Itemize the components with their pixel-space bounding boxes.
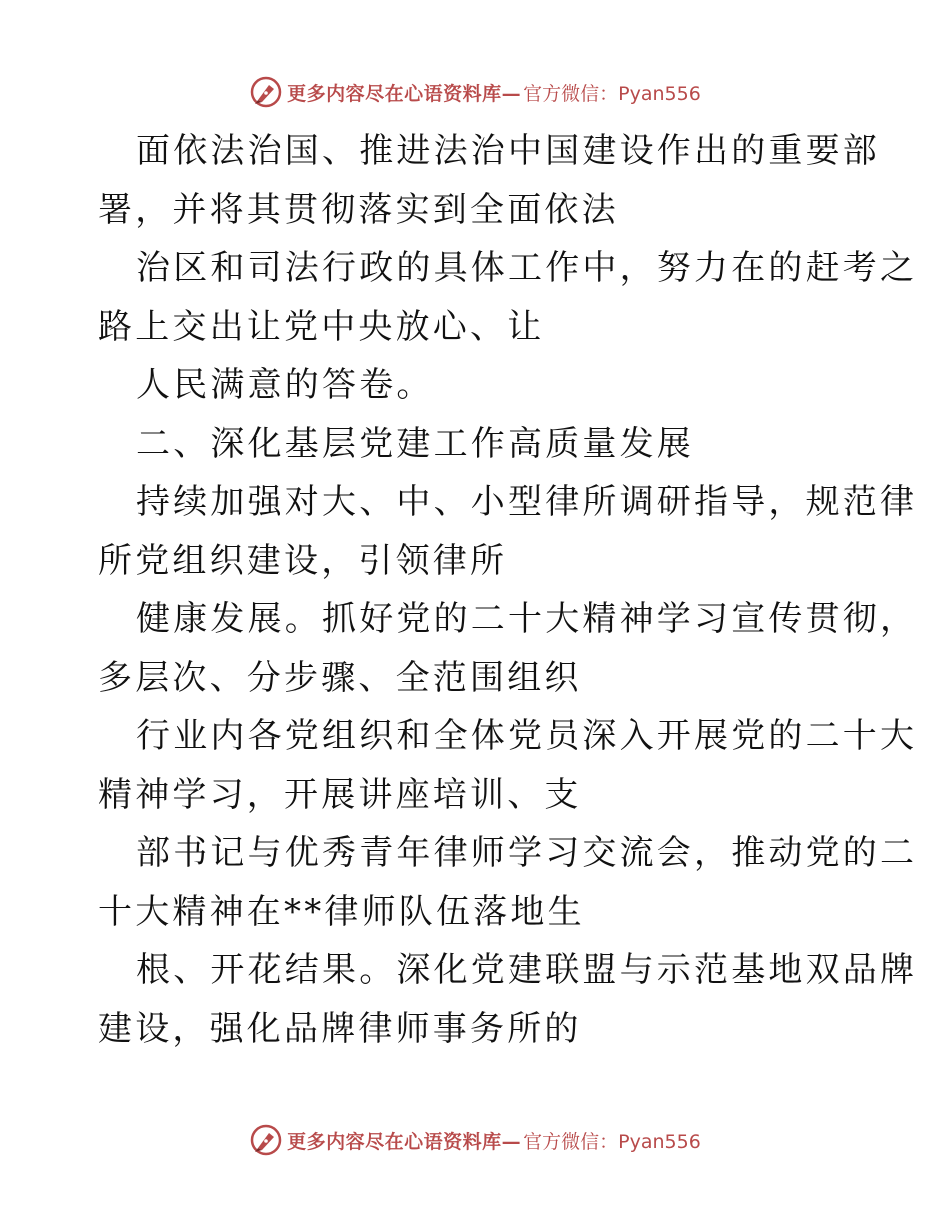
- text-line: 多层次、分步骤、全范围组织: [98, 657, 582, 698]
- section-heading: 二、深化基层党建工作高质量发展: [136, 423, 694, 464]
- text-line: 所党组织建设，引领律所: [98, 540, 508, 581]
- text-line: 面依法治国、推进法治中国建设作出的重要部: [136, 131, 880, 171]
- text-line: 十大精神在**律师队伍落地生: [98, 891, 585, 932]
- pen-nib-logo-icon: [249, 75, 283, 109]
- text-line: 精神学习，开展讲座培训、支: [98, 774, 582, 815]
- text-line: 建设，强化品牌律师事务所的: [98, 1008, 582, 1049]
- text-line: 部书记与优秀青年律师学习交流会，推动党的二: [136, 833, 918, 873]
- watermark-official-account: 官方微信：Pyan556: [523, 1130, 701, 1153]
- watermark-text: 更多内容尽在心语资料库—: [287, 1130, 522, 1153]
- text-line: 署，并将其贯彻落实到全面依法: [98, 189, 619, 230]
- pen-nib-logo-icon: [249, 1123, 283, 1157]
- text-line: 健康发展。抓好党的二十大精神学习宣传贯彻，: [136, 599, 918, 639]
- text-line: 行业内各党组织和全体党员深入开展党的二十大: [136, 716, 918, 756]
- header-watermark-banner: [0, 72, 950, 112]
- text-line: 人民满意的答卷。: [136, 365, 434, 405]
- footer-watermark-banner: [0, 1120, 950, 1160]
- watermark-official-account: 官方微信：Pyan556: [523, 82, 701, 105]
- watermark-text: 更多内容尽在心语资料库—: [287, 82, 522, 105]
- text-line: 治区和司法行政的具体工作中，努力在的赶考之: [136, 248, 918, 288]
- document-body: [98, 122, 918, 1058]
- text-line: 路上交出让党中央放心、让: [98, 306, 545, 347]
- text-line: 根、开花结果。深化党建联盟与示范基地双品牌: [136, 950, 918, 990]
- text-line: 持续加强对大、中、小型律所调研指导，规范律: [136, 482, 918, 522]
